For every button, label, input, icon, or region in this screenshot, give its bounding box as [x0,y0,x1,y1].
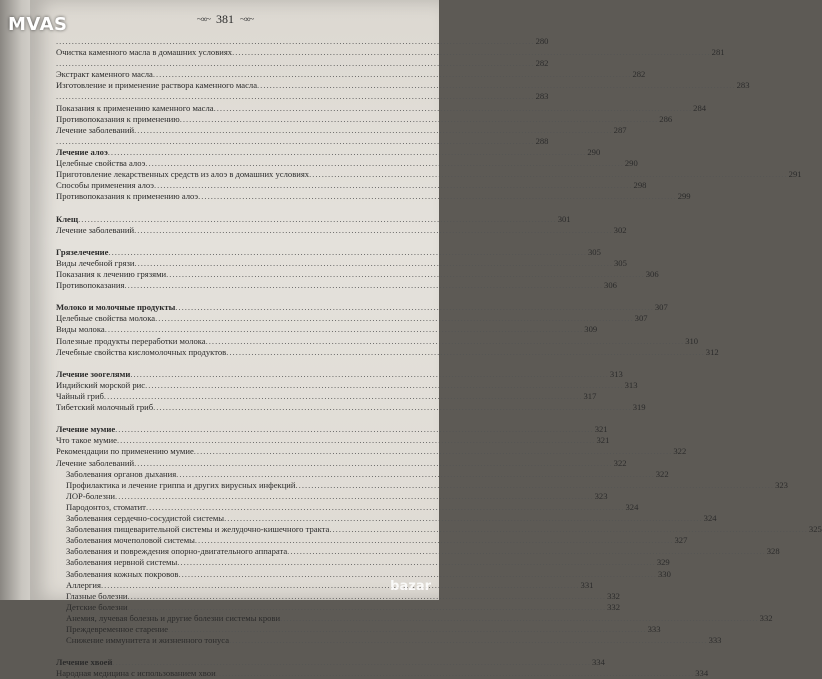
toc-leader-dots [145,380,624,391]
toc-leader-dots [194,446,673,457]
toc-entry [56,457,627,469]
toc-entry-title: Приготовление лекарственных средств из алоэ в домашних условиях [56,169,310,180]
toc-entry-page: 333 [708,635,722,646]
toc-entry [56,501,639,513]
toc-entry-page: 330 [658,568,671,579]
toc-leader-dots [287,546,766,557]
toc-entry-title: Тибетский молочный гриб [56,402,154,413]
toc-entry-title: Клещ [56,213,79,224]
toc-entry-title: Лечение алоэ [56,146,108,157]
toc-entry [56,169,802,180]
toc-entry [56,113,673,125]
toc-leader-dots [146,502,625,513]
toc-entry [56,236,396,247]
toc-entry [56,135,549,147]
toc-entry [56,657,605,668]
toc-entry-title: Детские болезни [66,601,128,612]
toc-leader-dots [195,535,674,546]
toc-entry-page: 307 [634,313,648,324]
toc-entry-page: 322 [613,457,627,468]
toc-leader-dots [101,580,580,591]
toc-entry-title: Целебные свойства алоэ [56,158,146,169]
toc-leader-dots [226,347,705,358]
toc-entry-title: Целебные свойства молока [56,313,156,324]
toc-entry [56,601,621,613]
toc-entry [56,368,623,380]
toc-entry [56,268,659,280]
toc-entry-page: 306 [645,268,659,279]
toc-entry-page: 332 [759,612,773,623]
toc-entry-page: 332 [607,590,620,601]
toc-entry-page: 312 [705,346,719,357]
toc-leader-dots [224,513,703,524]
toc-entry [56,635,722,646]
toc-leader-dots [206,336,685,347]
toc-entry-page: 313 [624,379,638,390]
toc-leader-dots [154,180,633,191]
toc-leader-dots [155,313,634,324]
toc-entry-title: Показания к лечению грязями [56,268,167,279]
toc-leader-dots [153,69,632,80]
toc-leader-dots [115,491,594,502]
toc-entry [56,313,648,324]
toc-leader-dots [168,624,647,635]
ornament-right-icon: ~∞~ [240,14,254,24]
toc-entry-title: Изготовление и применение раствора каменного масла [56,80,258,91]
toc-leader-dots [56,91,535,102]
toc-entry-title: Чайный гриб [56,391,104,401]
toc-entry-title: Заболевания нервной системы [66,557,178,568]
toc-leader-dots [128,591,607,602]
toc-entry [56,124,627,136]
toc-leader-dots [78,214,557,225]
toc-entry-title: Профилактика и лечение гриппа и других вирусных инфекций [66,479,296,490]
toc-entry-page: 313 [609,368,623,379]
toc-entry [56,80,750,91]
toc-leader-dots [112,657,591,668]
toc-leader-dots [216,668,695,679]
toc-entry-title: Виды лечебной грязи [56,257,135,268]
toc-leader-dots [280,613,759,624]
toc-entry-page: 309 [584,324,598,335]
toc-entry-page: 298 [633,180,647,191]
toc-entry [56,668,709,679]
toc-entry-title: ЛОР-болезни [66,490,116,501]
toc-leader-dots [180,114,659,125]
toc-entry [56,535,688,546]
toc-entry-title: Очистка каменного масла в домашних условиях [56,47,233,58]
toc-entry-title: Заболевания кожных покровов [66,568,179,579]
toc-leader-dots [124,280,603,291]
page-number: 381 [216,11,234,26]
toc-entry [56,58,549,69]
toc-entry-title: Грязелечение [56,246,109,257]
toc-entry-title: Лечение заболеваний [56,224,135,235]
toc-entry-title: Способы применения алоэ [56,180,154,191]
toc-entry [56,468,669,480]
toc-entry-title: Заболевания сердечно-сосудистой системы [66,513,225,524]
toc-entry [56,623,661,635]
toc-entry-page: 331 [580,579,594,590]
toc-leader-dots [130,369,609,380]
toc-entry [56,146,601,158]
toc-entry [56,324,598,335]
toc-entry-page: 286 [659,113,673,124]
toc-entry-title: Лечение хвоей [56,657,113,668]
toc-leader-dots [296,480,775,491]
toc-entry-title: Заболевания мочеполовой системы [66,535,195,546]
toc-leader-dots [108,147,587,158]
toc-entry-title: Рекомендации по применению мумие [56,446,194,457]
toc-entry-title: Индийский морской рис [56,379,146,390]
toc-entry-page: 290 [624,158,638,169]
toc-entry-title: Преждевременное старение [66,623,169,634]
toc-entry [56,490,608,502]
toc-leader-dots [145,158,624,169]
toc-entry-page: 322 [655,468,669,479]
toc-entry-title: Противопоказания [56,280,125,291]
toc-entry-title: Народная медицина с использованием хвои [56,668,216,679]
toc-entry-page: 290 [587,146,601,157]
toc-entry-page: 282 [535,58,549,69]
toc-leader-dots [108,247,587,258]
toc-entry-title: Заболевания пищеварительной системы и желудочно-кишечного тракта [66,524,330,535]
toc-leader-dots [166,269,645,280]
toc-entry-title: Противопоказания к применению алоэ [56,191,199,202]
toc-entry-page: 288 [535,135,549,146]
toc-leader-dots [177,557,656,568]
toc-entry [56,391,597,402]
toc-entry-page: 282 [632,69,646,80]
toc-entry [56,524,822,535]
toc-entry-page: 325 [808,524,822,535]
toc-leader-dots [329,524,808,535]
toc-entry-title: Аллергия [66,579,101,590]
toc-entry-page: 333 [647,623,661,634]
toc-leader-dots [56,36,535,47]
toc-entry [56,69,646,80]
toc-entry [56,213,571,225]
toc-entry [56,546,780,557]
toc-entry-title: Противопоказания к применению [56,113,180,124]
toc-entry-page: 323 [775,479,788,490]
toc-entry-page: 284 [693,102,707,113]
toc-entry-page: 321 [594,424,608,435]
toc-leader-dots [117,435,596,446]
watermark-logo: MVAS [8,14,68,35]
toc-entry [56,379,638,391]
toc-entry-title: Глазные болезни [66,590,128,601]
toc-entry [56,568,671,580]
toc-entry-title: Анемия, лучевая болезнь и другие болезни системы крови [66,612,281,623]
toc-entry-title: Лечение заболеваний [56,457,135,468]
toc-entry-title: Виды молока [56,324,105,335]
toc-entry-title: Заболевания и повреждения опорно-двигательного аппарата [66,546,288,557]
toc-entry [56,202,396,213]
toc-leader-dots [309,169,788,180]
toc-entry [56,446,687,457]
toc-entry-page: 319 [632,402,646,413]
toc-entry-title: Лечебные свойства кисломолочных продуктов [56,346,227,357]
toc-entry-page: 291 [788,169,802,180]
toc-entry-page: 329 [656,557,670,568]
toc-entry [56,646,396,657]
toc-entry-page: 324 [703,513,717,524]
toc-entry-page: 283 [736,80,750,91]
toc-entry [56,402,646,413]
toc-entry-page: 310 [685,335,699,346]
toc-entry-page: 332 [607,601,621,612]
toc-entry-page: 328 [766,546,780,557]
toc-leader-dots [56,58,535,69]
toc-entry [56,291,396,302]
site-logo: bazar [390,579,431,594]
toc-entry-page: 321 [596,435,610,446]
toc-entry [56,358,396,369]
toc-leader-dots [105,324,584,335]
toc-leader-dots [134,225,613,236]
toc-entry-title: Снижение иммунитета и жизненного тонуса [66,635,230,646]
toc-entry-title: Лечение мумие [56,424,116,435]
toc-entry [56,280,617,291]
toc-entry [56,257,627,269]
toc-leader-dots [229,635,708,646]
toc-entry-page: 307 [654,302,668,313]
toc-entry-page: 301 [557,213,571,224]
page-header [40,10,410,28]
toc-leader-dots [175,302,654,313]
toc-entry [56,91,549,102]
toc-entry-page: 327 [674,535,688,546]
toc-entry [56,479,788,491]
toc-entry-title: Экстракт каменного масла [56,69,153,80]
toc-leader-dots [178,569,657,580]
toc-entry-page: 280 [535,36,549,46]
toc-entry [56,424,608,435]
toc-entry [56,612,773,624]
toc-entry [56,102,707,114]
toc-leader-dots [214,103,693,114]
toc-entry [56,590,620,602]
toc-entry-page: 322 [673,446,687,457]
toc-entry [56,47,725,58]
toc-entry-page: 324 [625,501,639,512]
toc-leader-dots [104,391,583,402]
toc-entry [56,224,627,236]
toc-entry-page: 283 [535,91,549,102]
toc-entry-page: 299 [677,191,691,202]
toc-entry-page: 287 [613,124,627,135]
toc-leader-dots [134,258,613,269]
toc-leader-dots [257,80,736,91]
toc-leader-dots [198,191,677,202]
toc-entry-title: Показания к применению каменного масла [56,102,214,113]
ornament-left-icon: ~∞~ [196,14,210,24]
toc-entry-title: Лечение зоогелями [56,368,131,379]
toc-entry [56,513,717,524]
toc-entry-title: Лечение заболеваний [56,124,135,135]
toc-entry-page: 323 [594,490,608,501]
toc-entry-page: 317 [583,391,597,401]
toc-entry-page: 306 [604,280,617,291]
toc-entry-page: 305 [588,246,601,257]
toc-leader-dots [115,424,594,435]
toc-entry-title: Молоко и молочные продукты [56,302,176,313]
toc-leader-dots [56,136,535,147]
toc-entry [56,557,670,568]
toc-entry [56,191,691,202]
toc-entry-title: Полезные продукты переработки молока [56,335,206,346]
toc-entry [56,302,668,313]
toc-entry-title: Что такое мумие [56,435,117,446]
toc-leader-dots [232,47,711,58]
toc-entry [56,435,610,446]
toc-entry-page: 281 [711,47,725,58]
toc-entry [56,413,396,424]
toc-leader-dots [134,458,613,469]
toc-leader-dots [153,402,632,413]
toc-entry-page: 334 [591,657,605,668]
toc-entry-title: Пародонтоз, стоматит [66,501,146,512]
toc-leader-dots [128,602,607,613]
toc-entry-page: 302 [613,224,627,235]
toc-entry [56,335,699,347]
toc-entry [56,158,638,169]
toc-entry [56,346,719,358]
toc-entry-page: 305 [614,257,627,268]
toc-entry [56,36,549,47]
toc-leader-dots [176,469,655,480]
toc-entry [56,180,647,191]
toc-leader-dots [134,125,613,136]
toc-entry-title: Заболевания органов дыхания [66,468,177,479]
toc-entry-page: 334 [695,668,709,679]
toc-entry [56,246,601,258]
